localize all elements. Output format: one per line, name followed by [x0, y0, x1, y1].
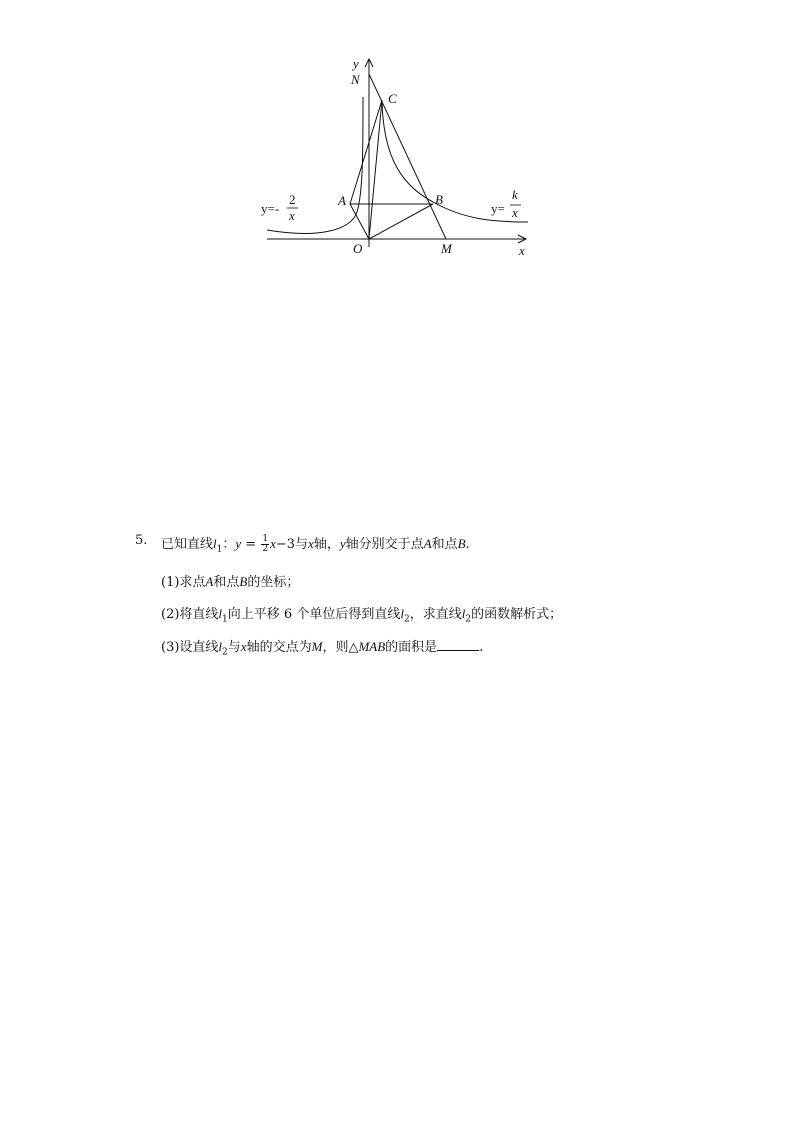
- line-nm: [369, 74, 446, 239]
- left-eq-numerator: 2: [289, 192, 296, 207]
- stem-text-2: ：: [222, 537, 236, 552]
- q1-text-2: 和点: [213, 575, 240, 590]
- q2-text-2: 向上平移 6 个单位后得到直线: [227, 607, 401, 622]
- x-axis-label: x: [519, 243, 525, 258]
- stem-point-a: A: [423, 536, 432, 551]
- stem-text-6: 和点: [431, 537, 458, 552]
- stem-y-axis: y: [339, 536, 346, 551]
- q3-triangle-mab: MAB: [358, 639, 386, 654]
- q2-line-l1-sub: 1: [222, 614, 228, 625]
- segment-ob: [369, 204, 433, 239]
- right-eq-prefix: y=: [491, 201, 505, 216]
- point-b-label: B: [435, 192, 443, 207]
- point-o-label: O: [353, 241, 363, 256]
- stem-text-3: −3与: [275, 537, 309, 552]
- line-l1-sub: 1: [216, 544, 223, 555]
- q2-line-l2b-sub: 2: [465, 614, 472, 625]
- q1-text-1: (1)求点: [161, 575, 206, 590]
- answer-blank[interactable]: [437, 638, 479, 651]
- q3-x-axis: x: [240, 639, 247, 654]
- line-l1-name: l: [213, 536, 217, 551]
- stem-text-4: 轴，: [313, 537, 340, 552]
- q3-text-2: 与: [227, 640, 241, 655]
- left-hyperbola-curve: [267, 97, 363, 233]
- q1-text-3: 的坐标；: [247, 575, 300, 590]
- fraction-denominator: 2: [262, 544, 269, 554]
- figure-svg: [255, 52, 540, 262]
- sub-question-2: [161, 603, 562, 625]
- left-eq-prefix: y=-: [261, 201, 280, 216]
- sub-question-3: [161, 636, 483, 658]
- problem-stem: [161, 533, 470, 555]
- q3-text-1: (3)设直线: [161, 640, 219, 655]
- stem-fraction: [261, 535, 269, 554]
- stem-point-b: B: [457, 536, 466, 551]
- q3-text-6: .: [479, 640, 484, 655]
- left-curve-equation: [261, 192, 298, 223]
- point-c-label: C: [388, 91, 397, 106]
- stem-var-y: y: [235, 536, 242, 551]
- stem-x-axis: x: [308, 536, 314, 551]
- q2-text-1: (2)将直线: [161, 607, 219, 622]
- stem-text-7: .: [465, 537, 470, 552]
- q2-text-3: ，求直线: [409, 607, 462, 622]
- point-n-label: N: [351, 72, 360, 87]
- geometry-figure: [255, 52, 540, 262]
- stem-var-x: x: [270, 536, 276, 551]
- q2-text-4: 的函数解析式；: [471, 607, 563, 622]
- q2-line-l2-sub: 2: [403, 614, 410, 625]
- q1-point-b: B: [239, 574, 248, 589]
- fraction-numerator: 1: [262, 534, 269, 544]
- q1-point-a: A: [205, 574, 214, 589]
- point-a-label: A: [338, 193, 346, 208]
- stem-equals: =: [241, 537, 261, 552]
- q2-line-l1: l: [218, 606, 223, 621]
- problem-number: 5.: [135, 533, 148, 548]
- right-eq-numerator: k: [512, 187, 518, 202]
- left-eq-denominator: x: [289, 208, 295, 223]
- q3-point-m: M: [311, 639, 323, 654]
- sub-question-1: [161, 571, 299, 590]
- y-axis-label: y: [353, 56, 359, 71]
- stem-text-5: 轴分别交于点: [345, 537, 424, 552]
- triangle-symbol: △: [348, 640, 359, 655]
- segment-oa: [350, 204, 369, 239]
- q2-line-l2: l: [400, 606, 404, 621]
- right-curve-equation: [491, 187, 521, 220]
- q3-text-4: ，则: [322, 640, 349, 655]
- right-eq-denominator: x: [512, 205, 518, 220]
- q3-text-3: 轴的交点为: [246, 640, 312, 655]
- q3-line-l2: l: [218, 639, 223, 654]
- q3-line-l2-sub: 2: [222, 647, 228, 658]
- q2-line-l2b: l: [461, 606, 466, 621]
- q3-text-5: 的面积是: [385, 640, 438, 655]
- point-m-label: M: [441, 241, 452, 256]
- stem-text-1: 已知直线: [161, 537, 214, 552]
